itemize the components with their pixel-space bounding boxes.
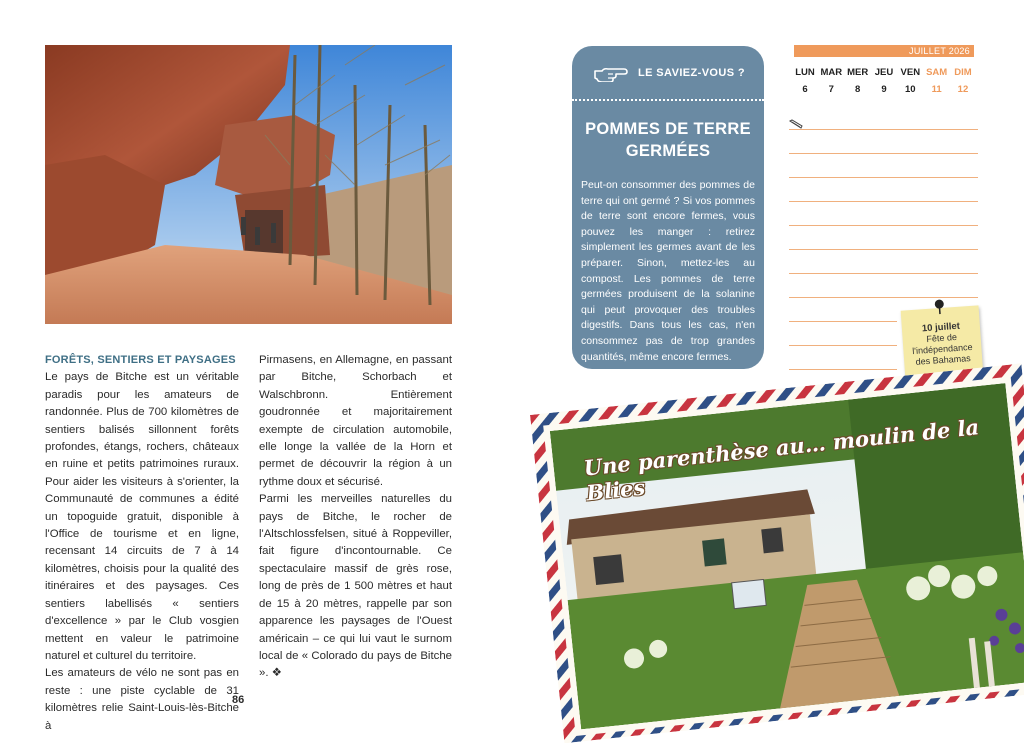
dotted-divider bbox=[572, 99, 764, 101]
article-paragraph: Le pays de Bitche est un véritable paradis pour les amateurs de randonnée. Plus de 700 kilomètres de sentiers balisés sillonnent forêts profondes, étangs, rochers, châteaux en ruine et petits patrimoines ruraux. Pour aider les visiteurs à s'orienter, la Communauté de communes a édité un topoguide gratuit, disponible à l'Office de tourisme et en ligne, recensant 14 circuits de 7 à 14 kilomètres, choisis pour la qualité des itinéraires et des paysages. Ces sentiers labellisés « sentiers d'excellence » par le Club vosgien mettent en valeur le patrimoine naturel et culturel du territoire. bbox=[45, 369, 239, 665]
calendar-day bbox=[897, 64, 923, 98]
sticky-text: des Bahamas bbox=[904, 352, 983, 368]
article-column-2 bbox=[259, 352, 452, 683]
postcard-frame bbox=[530, 363, 1024, 743]
day-number: 6 bbox=[792, 81, 818, 98]
sticky-text: l'indépendance bbox=[903, 341, 982, 357]
note-line bbox=[789, 273, 978, 274]
did-you-know-label: LE SAVIEZ-VOUS ? bbox=[638, 67, 745, 79]
day-number: 8 bbox=[845, 81, 871, 98]
calendar-day bbox=[818, 64, 844, 98]
day-number: 7 bbox=[818, 81, 844, 98]
did-you-know-box bbox=[572, 46, 764, 369]
title-line: POMMES DE TERRE bbox=[578, 118, 758, 140]
day-name: VEN bbox=[897, 64, 923, 81]
altschlossfelsen-photo bbox=[45, 45, 452, 324]
note-line bbox=[789, 297, 978, 298]
day-name: DIM bbox=[950, 64, 976, 81]
article-paragraph: Les amateurs de vélo ne sont pas en reste : une piste cyclable de 31 kilomètres relie Saint-Louis-lès-Bitche à bbox=[45, 665, 239, 735]
did-you-know-header bbox=[572, 46, 764, 100]
postcard-title: Une parenthèse au… moulin de la Blies bbox=[583, 409, 1024, 505]
calendar-day-weekend bbox=[924, 64, 950, 98]
day-name: LUN bbox=[792, 64, 818, 81]
article-paragraph: Parmi les merveilles naturelles du pays de Bitche, le rocher de l'Altschlossfelsen, situé à Roppeviller, fait figure d'incontournable. Ce spectaculaire massif de grès rose, long de près de 1 500 mètres et haut de 15 à 20 mètres, rappelle par son apparence les paysages de l'Ouest américain – ce qui lui vaut le surnom local de « Colorado du pays de Bitche ». ❖ bbox=[259, 491, 452, 682]
pushpin-icon bbox=[933, 299, 946, 319]
article-paragraph: Pirmasens, en Allemagne, en passant par Bitche, Schorbach et Walschbronn. Entièrement goudronnée et majoritairement exempte de circulation automobile, elle longe la vallée de la Horn et permet de découvrir la région à un rythme doux et sécurisé. bbox=[259, 352, 452, 491]
note-line bbox=[789, 369, 897, 370]
day-name: MAR bbox=[818, 64, 844, 81]
day-number: 10 bbox=[897, 81, 923, 98]
note-line bbox=[789, 201, 978, 202]
calendar-day bbox=[871, 64, 897, 98]
calendar-day bbox=[845, 64, 871, 98]
postcard bbox=[530, 363, 1024, 743]
day-number: 9 bbox=[871, 81, 897, 98]
note-line bbox=[789, 129, 978, 130]
note-line bbox=[789, 153, 978, 154]
calendar-day-weekend bbox=[950, 64, 976, 98]
day-name: MER bbox=[845, 64, 871, 81]
did-you-know-body: Peut-on consommer des pommes de terre qui ont germé ? Si vos pommes de terre sont encore fermes, vous pouvez les manger : retirez simplement les germes avant de les préparer. Sinon, mettez-les au compost. Les pommes de terre germées produisent de la solanine qui peut provoquer des troubles digestifs. Dans tous les cas, n'en consommez pas de trop grandes quantités, même encore fermes. bbox=[581, 178, 755, 365]
note-line bbox=[789, 177, 978, 178]
note-line bbox=[789, 345, 897, 346]
note-line bbox=[789, 249, 978, 250]
note-line bbox=[789, 321, 897, 322]
calendar-month: JUILLET 2026 bbox=[909, 45, 970, 57]
section-title: FORÊTS, SENTIERS ET PAYSAGES bbox=[45, 352, 239, 369]
sticky-text: Fête de bbox=[902, 330, 981, 346]
did-you-know-title bbox=[578, 118, 758, 162]
calendar-day bbox=[792, 64, 818, 98]
pencil-icon bbox=[789, 116, 803, 134]
article-column-1 bbox=[45, 352, 239, 735]
calendar-week bbox=[792, 64, 976, 98]
day-number: 12 bbox=[950, 81, 976, 98]
note-line bbox=[789, 225, 978, 226]
calendar-month-bar bbox=[794, 45, 974, 57]
day-number: 11 bbox=[924, 81, 950, 98]
page-number: 86 bbox=[232, 694, 244, 706]
title-line: GERMÉES bbox=[578, 140, 758, 162]
pointing-hand-icon bbox=[594, 66, 628, 87]
day-name: SAM bbox=[924, 64, 950, 81]
sticky-date: 10 juillet bbox=[902, 319, 981, 335]
day-name: JEU bbox=[871, 64, 897, 81]
